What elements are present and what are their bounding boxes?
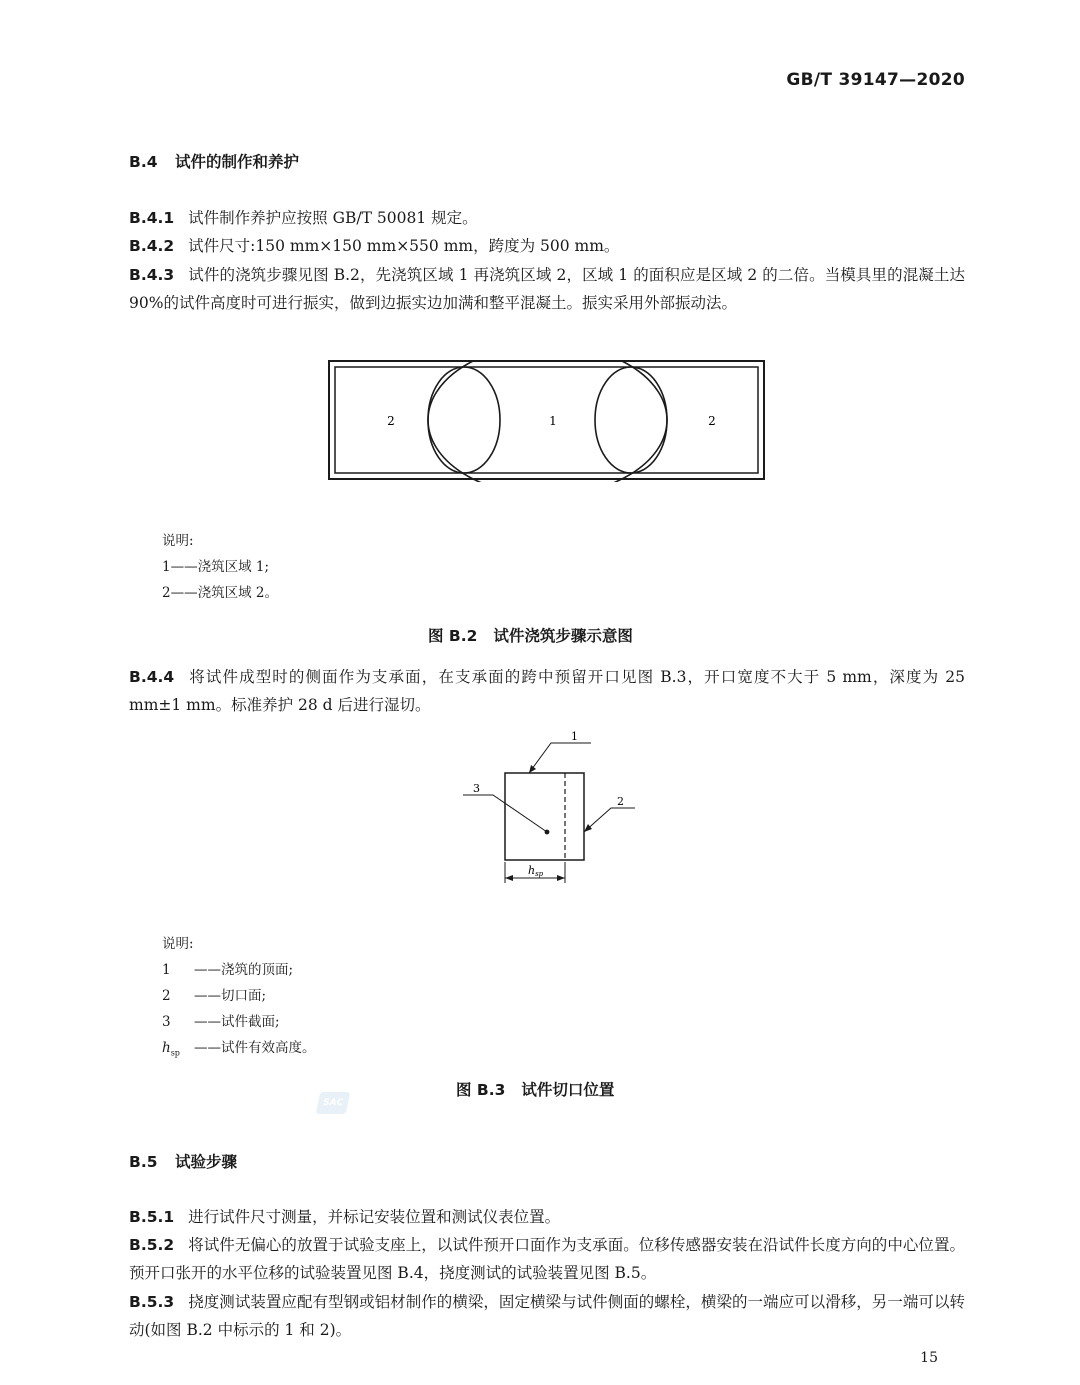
pour-zone-arcs xyxy=(428,360,667,482)
figure-b3-caption xyxy=(456,1078,614,1100)
leader-label-3: 3 xyxy=(473,782,480,795)
legend-item xyxy=(162,1035,316,1067)
clause-number: B.4.4 xyxy=(129,668,175,686)
clause-number: B.4.3 xyxy=(129,266,175,284)
clause-text: 挠度测试装置应配有型钢或铝材制作的横梁，固定横梁与试件侧面的螺栓，横梁的一端应可以滑移，另一端可以转动(如图 B.2 中标示的 1 和 2)。 xyxy=(129,1293,965,1339)
legend-key: 2 xyxy=(162,585,171,601)
legend-text: ——浇筑区域 1; xyxy=(170,559,270,575)
figure-b3-diagram xyxy=(455,728,645,888)
paragraph-b5-2 xyxy=(129,1231,965,1287)
legend-text: ——浇筑区域 2。 xyxy=(170,585,278,601)
figure-b2-diagram xyxy=(328,360,765,482)
leader-label-2: 2 xyxy=(617,795,624,808)
legend-text: ——试件有效高度。 xyxy=(194,1040,316,1056)
legend-text: ——试件截面; xyxy=(194,1014,280,1030)
legend-title: 说明: xyxy=(162,936,194,952)
figure-b2-legend xyxy=(162,528,278,606)
section-heading-b4 xyxy=(129,150,299,172)
legend-key: 1 xyxy=(162,559,171,575)
legend-item xyxy=(162,1009,316,1035)
caption-text: 试件浇筑步骤示意图 xyxy=(493,627,633,645)
legend-key: 1 xyxy=(162,962,171,978)
paragraph-b4-3 xyxy=(129,261,965,317)
standard-code: GB/T 39147—2020 xyxy=(786,70,965,90)
watermark-logo: SAC xyxy=(316,1092,351,1114)
legend-text: ——切口面; xyxy=(194,988,267,1004)
paragraph-b4-2 xyxy=(129,232,965,260)
leader-label-1: 1 xyxy=(571,730,578,743)
clause-number: B.4.2 xyxy=(129,237,175,255)
figure-b2-caption xyxy=(428,624,633,646)
clause-number: B.5.1 xyxy=(129,1208,175,1226)
paragraph-b5-1 xyxy=(129,1203,965,1231)
paragraph-b4-1 xyxy=(129,204,965,232)
clause-text: 进行试件尺寸测量，并标记安装位置和测试仪表位置。 xyxy=(188,1208,561,1226)
clause-text: 将试件无偏心的放置于试验支座上，以试件预开口面作为支承面。位移传感器安装在沿试件长度方向的中心位置。预开口张开的水平位移的试验装置见图 B.4，挠度测试的试验装置见图 B.5。 xyxy=(129,1236,965,1282)
legend-item xyxy=(162,554,278,580)
page-number: 15 xyxy=(920,1350,938,1366)
zone-label-right: 2 xyxy=(708,414,716,428)
caption-text: 试件切口位置 xyxy=(521,1081,615,1099)
zone-label-center: 1 xyxy=(549,414,557,428)
legend-key: 3 xyxy=(162,1014,171,1030)
caption-number: 图 B.2 xyxy=(428,627,478,645)
zone-label-left: 2 xyxy=(387,414,395,428)
legend-item xyxy=(162,957,316,983)
clause-text: 试件尺寸:150 mm×150 mm×550 mm，跨度为 500 mm。 xyxy=(188,237,620,255)
clause-text: 将试件成型时的侧面作为支承面，在支承面的跨中预留开口见图 B.3，开口宽度不大于 5 mm，深度为 25 mm±1 mm。标准养护 28 d 后进行湿切。 xyxy=(129,668,965,714)
section-heading-b5 xyxy=(129,1150,237,1172)
dimension-label: hsp xyxy=(528,864,544,878)
figure-b3-legend xyxy=(162,931,316,1067)
clause-number: B.4.1 xyxy=(129,209,175,227)
paragraph-b4-4 xyxy=(129,663,965,719)
legend-text: ——浇筑的顶面; xyxy=(194,962,294,978)
legend-item xyxy=(162,580,278,606)
legend-item xyxy=(162,983,316,1009)
specimen-section xyxy=(505,773,584,860)
section-title: 试验步骤 xyxy=(175,1153,238,1171)
paragraph-b5-3 xyxy=(129,1288,965,1344)
section-number: B.4 xyxy=(129,153,158,171)
section-title: 试件的制作和养护 xyxy=(175,153,300,171)
clause-number: B.5.3 xyxy=(129,1293,175,1311)
clause-text: 试件制作养护应按照 GB/T 50081 规定。 xyxy=(188,209,478,227)
legend-key: 2 xyxy=(162,988,171,1004)
caption-number: 图 B.3 xyxy=(456,1081,506,1099)
legend-title: 说明: xyxy=(162,533,194,549)
legend-key: $h_{sp}$ xyxy=(162,1040,180,1058)
clause-number: B.5.2 xyxy=(129,1236,175,1254)
clause-text: 试件的浇筑步骤见图 B.2，先浇筑区域 1 再浇筑区域 2，区域 1 的面积应是区域 2 的二倍。当模具里的混凝土达 90%的试件高度时可进行振实，做到边振实边加满和整平混凝土。振实采用外部振动法。 xyxy=(129,266,965,312)
section-number: B.5 xyxy=(129,1153,158,1171)
